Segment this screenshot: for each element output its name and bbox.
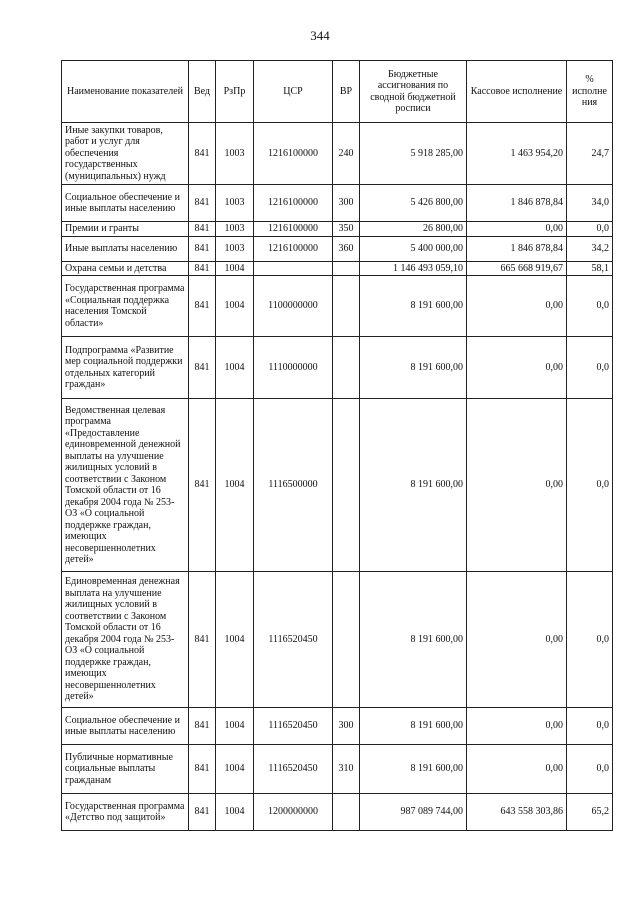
- row-vr: [333, 399, 360, 572]
- table-row: [62, 222, 613, 237]
- row-cash: 0,00: [467, 745, 567, 794]
- row-cash: 0,00: [467, 222, 567, 237]
- table-row: [62, 572, 613, 708]
- row-name: Государственная программа «Социальная поддержка населения Томской области»: [62, 276, 189, 337]
- row-csr: 1116520450: [254, 572, 333, 708]
- table-row: [62, 185, 613, 222]
- row-percent: 0,0: [567, 399, 613, 572]
- row-ved: 841: [189, 276, 216, 337]
- row-vr: [333, 794, 360, 831]
- row-vr: 350: [333, 222, 360, 237]
- row-csr: 1100000000: [254, 276, 333, 337]
- row-cash: 665 668 919,67: [467, 261, 567, 276]
- row-rzpr: 1004: [216, 794, 254, 831]
- row-csr: 1216100000: [254, 222, 333, 237]
- row-cash: 1 463 954,20: [467, 123, 567, 185]
- row-budget: 26 800,00: [360, 222, 467, 237]
- row-percent: 0,0: [567, 708, 613, 745]
- row-cash: 0,00: [467, 572, 567, 708]
- row-percent: 65,2: [567, 794, 613, 831]
- row-cash: 0,00: [467, 276, 567, 337]
- table-row: [62, 794, 613, 831]
- row-ved: 841: [189, 745, 216, 794]
- row-csr: [254, 261, 333, 276]
- row-ved: 841: [189, 399, 216, 572]
- row-budget: 1 146 493 059,10: [360, 261, 467, 276]
- row-rzpr: 1003: [216, 185, 254, 222]
- table-row: [62, 399, 613, 572]
- row-name: Государственная программа «Детство под защитой»: [62, 794, 189, 831]
- row-csr: 1216100000: [254, 185, 333, 222]
- header-csr: ЦСР: [254, 61, 333, 123]
- row-budget: 8 191 600,00: [360, 745, 467, 794]
- table-row: [62, 276, 613, 337]
- row-percent: 0,0: [567, 337, 613, 399]
- row-percent: 24,7: [567, 123, 613, 185]
- row-name: Иные выплаты населению: [62, 236, 189, 261]
- row-ved: 841: [189, 261, 216, 276]
- row-percent: 0,0: [567, 745, 613, 794]
- row-rzpr: 1004: [216, 337, 254, 399]
- row-vr: 300: [333, 185, 360, 222]
- row-name: Ведомственная целевая программа «Предоставление единовременной денежной выплаты на улучшение жилищных условий в соответствии с Законом Томской области от 16 декабря 2004 года № 253-ОЗ «О социальной поддержке граждан, имеющих несовершеннолетних детей»: [62, 399, 189, 572]
- row-csr: 1116520450: [254, 708, 333, 745]
- row-csr: 1116500000: [254, 399, 333, 572]
- row-vr: 300: [333, 708, 360, 745]
- header-percent: % исполне ния: [567, 61, 613, 123]
- row-rzpr: 1004: [216, 572, 254, 708]
- row-budget: 8 191 600,00: [360, 399, 467, 572]
- row-ved: 841: [189, 572, 216, 708]
- row-csr: 1216100000: [254, 236, 333, 261]
- row-rzpr: 1004: [216, 708, 254, 745]
- row-budget: 5 426 800,00: [360, 185, 467, 222]
- row-csr: 1216100000: [254, 123, 333, 185]
- row-budget: 5 918 285,00: [360, 123, 467, 185]
- table-row: [62, 745, 613, 794]
- row-vr: [333, 337, 360, 399]
- row-rzpr: 1004: [216, 276, 254, 337]
- row-name: Премии и гранты: [62, 222, 189, 237]
- row-vr: [333, 261, 360, 276]
- table-row: [62, 261, 613, 276]
- row-budget: 5 400 000,00: [360, 236, 467, 261]
- row-csr: 1116520450: [254, 745, 333, 794]
- table-header-row: [62, 61, 613, 123]
- row-percent: 0,0: [567, 222, 613, 237]
- row-rzpr: 1003: [216, 123, 254, 185]
- row-percent: 0,0: [567, 276, 613, 337]
- row-ved: 841: [189, 222, 216, 237]
- row-vr: 310: [333, 745, 360, 794]
- row-cash: 0,00: [467, 708, 567, 745]
- header-name: Наименование показателей: [62, 61, 189, 123]
- row-budget: 987 089 744,00: [360, 794, 467, 831]
- header-cash: Кассовое исполнение: [467, 61, 567, 123]
- row-ved: 841: [189, 794, 216, 831]
- row-ved: 841: [189, 708, 216, 745]
- row-csr: 1110000000: [254, 337, 333, 399]
- row-cash: 643 558 303,86: [467, 794, 567, 831]
- row-budget: 8 191 600,00: [360, 708, 467, 745]
- row-budget: 8 191 600,00: [360, 337, 467, 399]
- row-name: Социальное обеспечение и иные выплаты населению: [62, 708, 189, 745]
- row-percent: 34,2: [567, 236, 613, 261]
- header-budget: Бюджетные ассигнования по сводной бюджетной росписи: [360, 61, 467, 123]
- row-vr: 240: [333, 123, 360, 185]
- row-name: Охрана семьи и детства: [62, 261, 189, 276]
- table-row: [62, 123, 613, 185]
- row-percent: 34,0: [567, 185, 613, 222]
- row-percent: 58,1: [567, 261, 613, 276]
- row-cash: 1 846 878,84: [467, 185, 567, 222]
- row-name: Подпрограмма «Развитие мер социальной поддержки отдельных категорий граждан»: [62, 337, 189, 399]
- row-budget: 8 191 600,00: [360, 572, 467, 708]
- table-row: [62, 236, 613, 261]
- row-ved: 841: [189, 337, 216, 399]
- row-name: Единовременная денежная выплата на улучшение жилищных условий в соответствии с Законом Томской области от 16 декабря 2004 года № 253-ОЗ «О социальной поддержке граждан, имеющих несовершеннолетних детей»: [62, 572, 189, 708]
- row-ved: 841: [189, 185, 216, 222]
- budget-execution-table: [61, 60, 613, 831]
- row-vr: [333, 572, 360, 708]
- row-rzpr: 1004: [216, 261, 254, 276]
- header-rzpr: РзПр: [216, 61, 254, 123]
- row-name: Иные закупки товаров, работ и услуг для обеспечения государственных (муниципальных) нужд: [62, 123, 189, 185]
- table-row: [62, 708, 613, 745]
- row-vr: 360: [333, 236, 360, 261]
- row-vr: [333, 276, 360, 337]
- row-rzpr: 1004: [216, 745, 254, 794]
- header-ved: Вед: [189, 61, 216, 123]
- row-percent: 0,0: [567, 572, 613, 708]
- row-ved: 841: [189, 123, 216, 185]
- row-budget: 8 191 600,00: [360, 276, 467, 337]
- row-cash: 0,00: [467, 399, 567, 572]
- row-rzpr: 1003: [216, 236, 254, 261]
- row-cash: 1 846 878,84: [467, 236, 567, 261]
- row-rzpr: 1003: [216, 222, 254, 237]
- header-vr: ВР: [333, 61, 360, 123]
- page-number: 344: [310, 28, 330, 43]
- row-ved: 841: [189, 236, 216, 261]
- row-csr: 1200000000: [254, 794, 333, 831]
- row-cash: 0,00: [467, 337, 567, 399]
- row-rzpr: 1004: [216, 399, 254, 572]
- table-row: [62, 337, 613, 399]
- row-name: Социальное обеспечение и иные выплаты населению: [62, 185, 189, 222]
- row-name: Публичные нормативные социальные выплаты гражданам: [62, 745, 189, 794]
